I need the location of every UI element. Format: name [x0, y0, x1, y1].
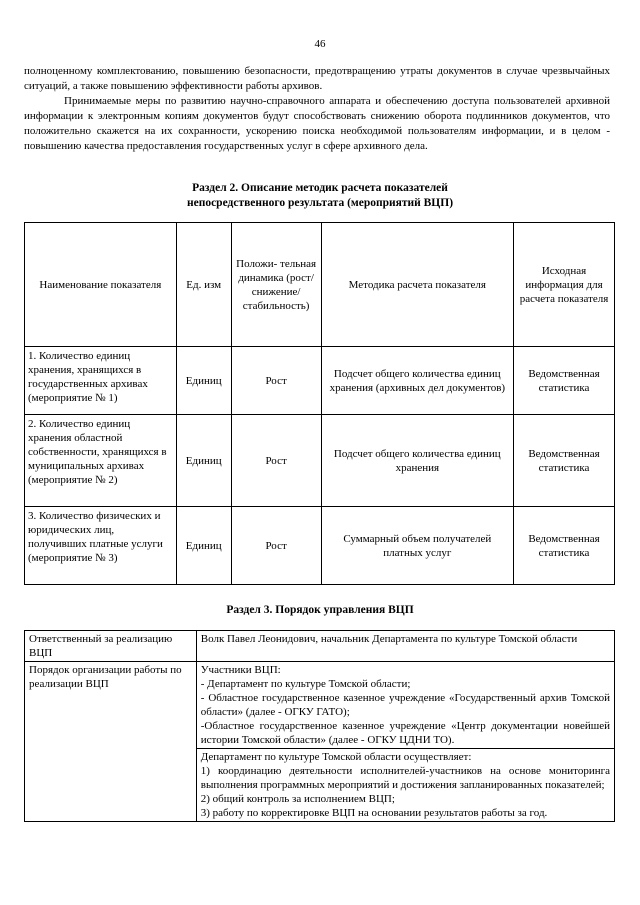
- header-dynamics: Положи- тельная динамика (рост/ снижение/ стабильность): [231, 223, 321, 347]
- header-indicator-name: Наименование показателя: [25, 223, 177, 347]
- indicator-source: Ведомственная статистика: [514, 507, 615, 585]
- table-row: [25, 347, 615, 415]
- table-row: [25, 507, 615, 585]
- table-row: [25, 415, 615, 507]
- page-number: 46: [314, 38, 326, 50]
- indicators-table: [24, 222, 615, 585]
- participant-item: - Областное государственное казенное учреждение «Государственный архив Томской области» (далее - ОГКУ ГАТО);: [200, 692, 610, 718]
- participant-item: - Департамент по культуре Томской области;: [200, 678, 411, 690]
- duty-item: 3) работу по корректировке ВЦП на основании результатов работы за год.: [200, 807, 548, 819]
- intro-paragraph-2: Принимаемые меры по развитию научно-справочного аппарата и обеспечению доступа пользователей архивной информации к электронным копиям документов будут способствовать снижению оборота подлинников документов, что положительно скажется на их сохранности, ускорению поиска необходимой пользователям информации, и в целом - повышению качества предоставления государственных услуг в сфере архивного дела.: [24, 95, 610, 152]
- indicator-name: 1. Количество единиц хранения, хранящихся в государственных архивах (мероприятие № 1): [25, 347, 177, 415]
- header-source: Исходная информация для расчета показателя: [514, 223, 615, 347]
- duty-item: 2) общий контроль за исполнением ВЦП;: [200, 793, 395, 805]
- participants-heading: Участники ВЦП:: [200, 664, 281, 676]
- indicator-unit: Единиц: [176, 507, 231, 585]
- table-row: [25, 662, 615, 749]
- responsible-value: Волк Павел Леонидович, начальник Департамента по культуре Томской области: [196, 631, 614, 662]
- section-2-title-line-1: Раздел 2. Описание методик расчета показателей: [192, 182, 448, 194]
- indicator-source: Ведомственная статистика: [514, 347, 615, 415]
- organization-label: Порядок организации работы по реализации ВЦП: [25, 662, 197, 822]
- indicator-dynamics: Рост: [231, 507, 321, 585]
- table-row: [25, 631, 615, 662]
- section-2-title-line-2: непосредственного результата (мероприятий ВЦП): [186, 197, 454, 209]
- participant-item: -Областное государственное казенное учреждение «Центр документации новейшей истории Томской области» (далее - ОГКУ ЦДНИ ТО).: [200, 720, 610, 746]
- responsible-label: Ответственный за реализацию ВЦП: [25, 631, 197, 662]
- indicator-method: Подсчет общего количества единиц хранения (архивных дел документов): [321, 347, 513, 415]
- indicator-source: Ведомственная статистика: [514, 415, 615, 507]
- indicator-method: Подсчет общего количества единиц хранения: [321, 415, 513, 507]
- indicator-dynamics: Рост: [231, 347, 321, 415]
- indicator-dynamics: Рост: [231, 415, 321, 507]
- section-2-title: [0, 181, 640, 211]
- indicator-method: Суммарный объем получателей платных услуг: [321, 507, 513, 585]
- participants-cell: [196, 662, 614, 749]
- indicator-unit: Единиц: [176, 415, 231, 507]
- section-3-title: Раздел 3. Порядок управления ВЦП: [226, 604, 414, 616]
- department-duties-cell: [196, 749, 614, 822]
- management-table: [24, 630, 615, 822]
- indicator-name: 2. Количество единиц хранения областной собственности, хранящихся в муниципальных архивах (мероприятие № 2): [25, 415, 177, 507]
- indicator-unit: Единиц: [176, 347, 231, 415]
- indicators-header-row: [25, 223, 615, 347]
- duty-item: 1) координацию деятельности исполнителей-участников на основе мониторинга выполнения программных мероприятий и достижения запланированных показателей;: [200, 765, 610, 791]
- indicator-name: 3. Количество физических и юридических лиц, получивших платные услуги (мероприятие № 3): [25, 507, 177, 585]
- duties-heading: Департамент по культуре Томской области осуществляет:: [200, 751, 472, 763]
- intro-paragraph-1: полноценному комплектованию, повышению безопасности, предотвращению утраты документов в случае чрезвычайных ситуаций, а также повышению эффективности работы архивов.: [24, 65, 610, 92]
- header-method: Методика расчета показателя: [321, 223, 513, 347]
- header-unit: Ед. изм: [176, 223, 231, 347]
